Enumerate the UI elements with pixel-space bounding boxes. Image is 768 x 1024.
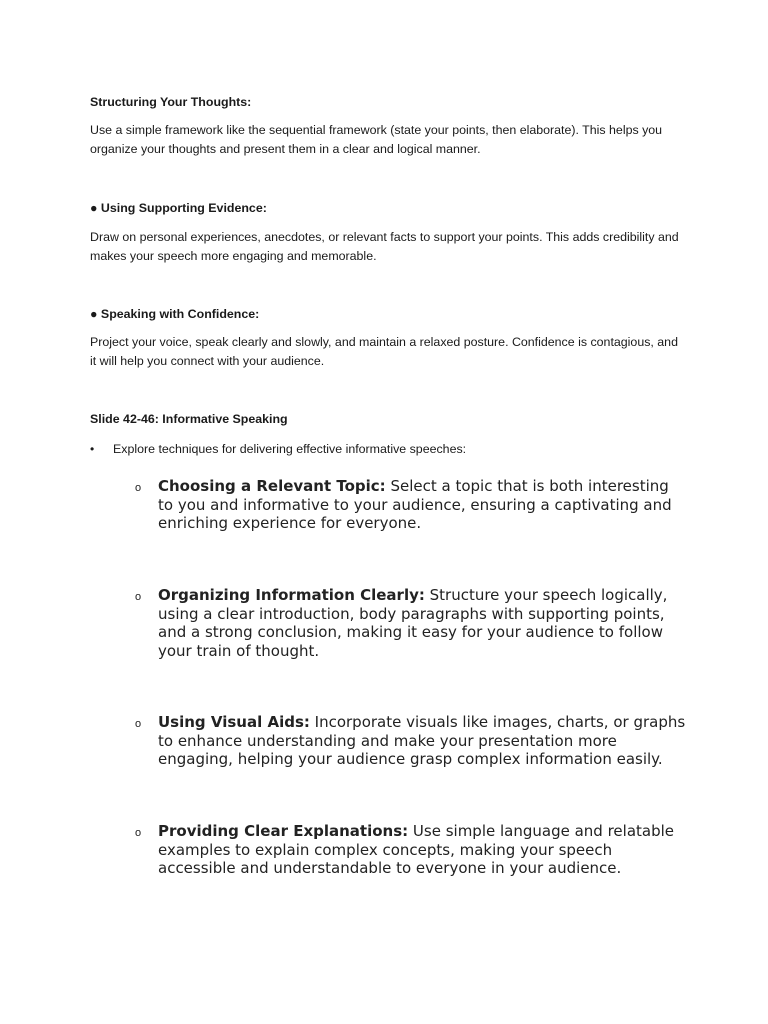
sub-item-marker: o (135, 591, 142, 603)
section-heading-evidence: ● Using Supporting Evidence: (90, 201, 267, 215)
sub-item-text: Structure your speech logically, using a clear introduction, body paragraphs with supporting points, and a strong conclusion, making it easy for your audience to follow your train of thought. (158, 586, 668, 660)
sub-item-marker: o (135, 718, 142, 730)
sub-item-organizing (135, 586, 695, 660)
sub-item-title: Providing Clear Explanations: (158, 822, 409, 840)
sub-item-content (158, 477, 688, 533)
section-heading-structuring: Structuring Your Thoughts: (90, 95, 252, 109)
sub-item-title: Organizing Information Clearly: (158, 586, 425, 604)
sub-item-text: Incorporate visuals like images, charts, or graphs to enhance understanding and make your presentation more engaging, helping your audience grasp complex information easily. (158, 713, 686, 768)
sub-item-content (158, 822, 688, 878)
sub-item-content (158, 713, 688, 769)
bullet-marker: • (90, 442, 95, 456)
section-body-confidence: Project your voice, speak clearly and slowly, and maintain a relaxed posture. Confidence is contagious, and it will help you connect with your audience. (90, 335, 678, 368)
sub-item-text: Select a topic that is both interesting to you and informative to your audience, ensuring a captivating and enriching experience for everyone. (158, 477, 672, 532)
slide-bullet-text: Explore techniques for delivering effective informative speeches: (113, 442, 467, 456)
sub-item-text: Use simple language and relatable examples to explain complex concepts, making your speech accessible and understandable to everyone in your audience. (158, 822, 675, 877)
sub-item-visual-aids (135, 713, 695, 769)
sub-item-marker: o (135, 482, 142, 494)
sub-item-explanations (135, 822, 695, 878)
section-heading-confidence: ● Speaking with Confidence: (90, 307, 260, 321)
sub-item-content (158, 586, 688, 660)
sub-item-choosing-topic (135, 477, 695, 533)
sub-item-title: Using Visual Aids: (158, 713, 310, 731)
slide-heading: Slide 42-46: Informative Speaking (90, 412, 288, 426)
sub-item-marker: o (135, 827, 142, 839)
section-body-structuring: Use a simple framework like the sequential framework (state your points, then elaborate). This helps you organize your thoughts and present them in a clear and logical manner. (90, 123, 663, 156)
section-body-evidence: Draw on personal experiences, anecdotes, or relevant facts to support your points. This adds credibility and makes your speech more engaging and memorable. (90, 230, 679, 263)
sub-item-title: Choosing a Relevant Topic: (158, 477, 386, 495)
